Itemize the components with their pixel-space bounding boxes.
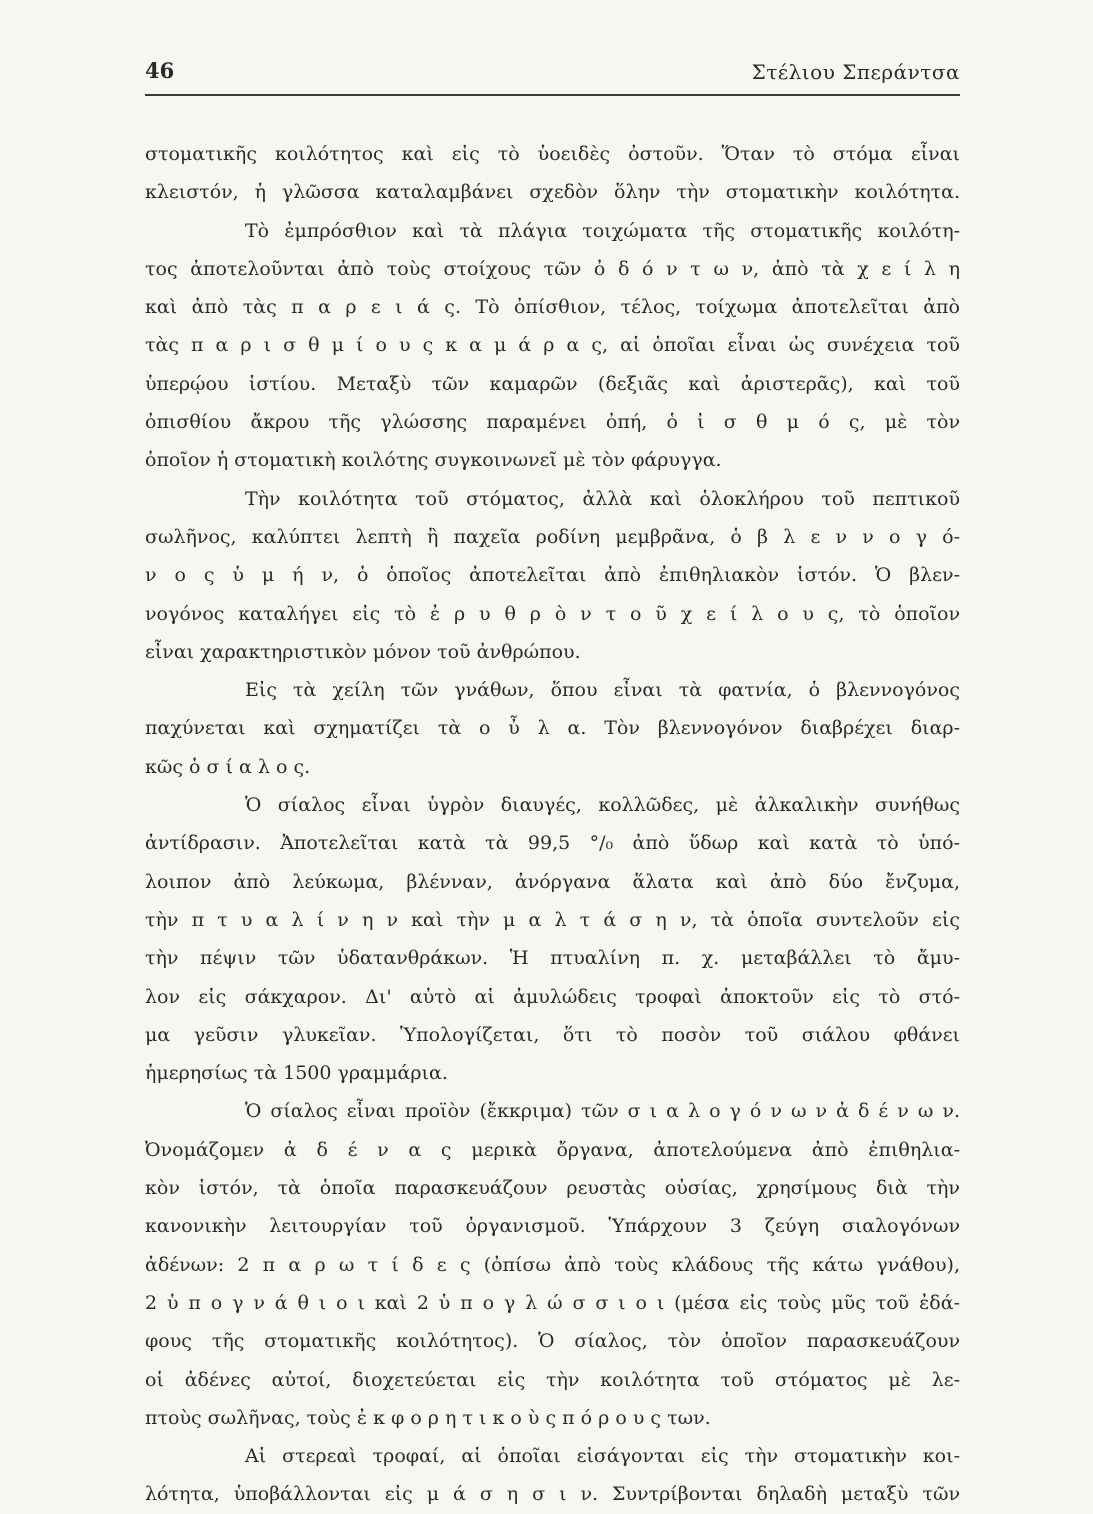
text-line: Ὀνομάζομεν ἀ δ έ ν α ς μερικὰ ὄργανα, ἀποτελούμενα ἀπὸ ἐπιθηλια-	[145, 1138, 960, 1161]
text-line: σωλῆνος, καλύπτει λεπτὴ ἢ παχεῖα ροδίνη μεμβρᾶνα, ὁ β λ ε ν ν ο γ ό-	[145, 525, 960, 548]
text-line: ν ο ς ὑ μ ή ν, ὁ ὁποῖος ἀποτελεῖται ἀπὸ ἐπιθηλιακὸν ἱστόν. Ὁ βλεν-	[145, 564, 960, 587]
text-line: Εἰς τὰ χείλη τῶν γνάθων, ὅπου εἶναι τὰ φατνία, ὁ βλεννογόνος	[245, 679, 960, 702]
text-line: κλειστόν, ἡ γλῶσσα καταλαμβάνει σχεδὸν ὅλην τὴν στοματικὴν κοιλότητα.	[145, 181, 960, 204]
text-line: 2 ὑ π ο γ ν ά θ ι ο ι καὶ 2 ὑ π ο γ λ ώ σ σ ι ο ι (μέσα εἰς τοὺς μῦς τοῦ ἐδά-	[145, 1291, 960, 1314]
text-line: κανονικὴν λειτουργίαν τοῦ ὀργανισμοῦ. Ὑπάρχουν 3 ζεύγη σιαλογόνων	[145, 1215, 960, 1238]
text-line: ἀδένων: 2 π α ρ ω τ ί δ ε ς (ὀπίσω ἀπὸ τοὺς κλάδους τῆς κάτω γνάθου),	[145, 1253, 960, 1276]
text-line: στοματικῆς κοιλότητος καὶ εἰς τὸ ὑοειδὲς ὀστοῦν. Ὅταν τὸ στόμα εἶναι	[145, 143, 960, 165]
text-line: ἀντίδρασιν. Ἀποτελεῖται κατὰ τὰ 99,5 °/₀ ἀπὸ ὕδωρ καὶ κατὰ τὸ ὑπό-	[145, 832, 960, 855]
text-line: λον εἰς σάκχαρον. Δι' αὐτὸ αἱ ἀμυλώδεις τροφαὶ ἀποκτοῦν εἰς τὸ στό-	[145, 985, 960, 1008]
text-line: τὰς π α ρ ι σ θ μ ί ο υ ς κ α μ ά ρ α ς, αἱ ὁποῖαι εἶναι ὡς συνέχεια τοῦ	[145, 334, 960, 357]
text-line: Αἱ στερεαὶ τροφαί, αἱ ὁποῖαι εἰσάγονται εἰς τὴν στοματικὴν κοι-	[245, 1445, 960, 1468]
text-line: τὴν πέψιν τῶν ὑδατανθράκων. Ἡ πτυαλίνη π. χ. μεταβάλλει τὸ ἄμυ-	[145, 947, 960, 970]
text-line: εἶναι χαρακτηριστικὸν μόνον τοῦ ἀνθρώπου.	[145, 640, 581, 663]
running-head: Στέλιου Σπεράντσα	[751, 60, 960, 84]
text-line: οἱ ἀδένες αὐτοί, διοχετεύεται εἰς τὴν κοιλότητα τοῦ στόματος μὲ λε-	[145, 1368, 960, 1391]
page-header	[145, 58, 960, 94]
text-line: νογόνος καταλήγει εἰς τὸ ἐ ρ υ θ ρ ὸ ν τ ο ῦ χ ε ί λ ο υ ς, τὸ ὁποῖον	[145, 602, 960, 625]
text-line: ἡμερησίως τὰ 1500 γραμμάρια.	[145, 1062, 448, 1085]
text-line: τὴν π τ υ α λ ί ν η ν καὶ τὴν μ α λ τ ά σ η ν, τὰ ὁποῖα συντελοῦν εἰς	[145, 908, 960, 931]
text-line: ὁποῖον ἡ στοματικὴ κοιλότης συγκοινωνεῖ μὲ τὸν φάρυγγα.	[145, 449, 722, 472]
text-line: κῶς ὁ σ ί α λ ο ς.	[145, 755, 311, 778]
text-line: καὶ ἀπὸ τὰς π α ρ ε ι ά ς. Τὸ ὀπίσθιον, τέλος, τοίχωμα ἀποτελεῖται ἀπὸ	[145, 296, 960, 319]
text-line: φους τῆς στοματικῆς κοιλότητος). Ὁ σίαλος, τὸν ὁποῖον παρασκευάζουν	[145, 1330, 960, 1353]
body-text	[145, 135, 960, 1514]
text-line: ὑπερῴου ἱστίου. Μεταξὺ τῶν καμαρῶν (δεξιᾶς καὶ ἀριστερᾶς), καὶ τοῦ	[145, 372, 960, 395]
text-line: Τὸ ἐμπρόσθιον καὶ τὰ πλάγια τοιχώματα τῆς στοματικῆς κοιλότη-	[245, 219, 960, 242]
text-line: Ὁ σίαλος εἶναι προϊὸν (ἔκκριμα) τῶν σ ι α λ ο γ ό ν ω ν ἀ δ έ ν ω ν.	[245, 1100, 960, 1123]
text-line: ὀπισθίου ἄκρου τῆς γλώσσης παραμένει ὀπή, ὁ ἰ σ θ μ ό ς, μὲ τὸν	[145, 411, 960, 434]
text-line: πτοὺς σωλῆνας, τοὺς ἐ κ φ ο ρ η τ ι κ ο ὺ ς π ό ρ ο υ ς των.	[145, 1406, 711, 1429]
text-line: κὸν ἱστόν, τὰ ὁποῖα παρασκευάζουν ρευστὰς οὐσίας, χρησίμους διὰ τὴν	[145, 1177, 960, 1200]
page-number: 46	[145, 58, 175, 83]
text-line: λότητα, ὑποβάλλονται εἰς μ ά σ η σ ι ν. Συντρίβονται δηλαδὴ μεταξὺ τῶν	[145, 1483, 960, 1506]
text-line: παχύνεται καὶ σχηματίζει τὰ ο ὖ λ α. Τὸν βλεννογόνον διαβρέχει διαρ-	[145, 717, 960, 740]
text-line: Ὁ σίαλος εἶναι ὑγρὸν διαυγές, κολλῶδες, μὲ ἀλκαλικὴν συνήθως	[245, 794, 960, 817]
text-line: τος ἀποτελοῦνται ἀπὸ τοὺς στοίχους τῶν ὀ δ ό ν τ ω ν, ἀπὸ τὰ χ ε ί λ η	[145, 257, 960, 280]
text-line: μα γεῦσιν γλυκεῖαν. Ὑπολογίζεται, ὅτι τὸ ποσὸν τοῦ σιάλου φθάνει	[145, 1023, 960, 1046]
text-line: λοιπον ἀπὸ λεύκωμα, βλένναν, ἀνόργανα ἅλατα καὶ ἀπὸ δύο ἔνζυμα,	[145, 870, 960, 893]
header-rule	[145, 94, 960, 96]
text-line: Τὴν κοιλότητα τοῦ στόματος, ἀλλὰ καὶ ὁλοκλήρου τοῦ πεπτικοῦ	[245, 487, 960, 510]
